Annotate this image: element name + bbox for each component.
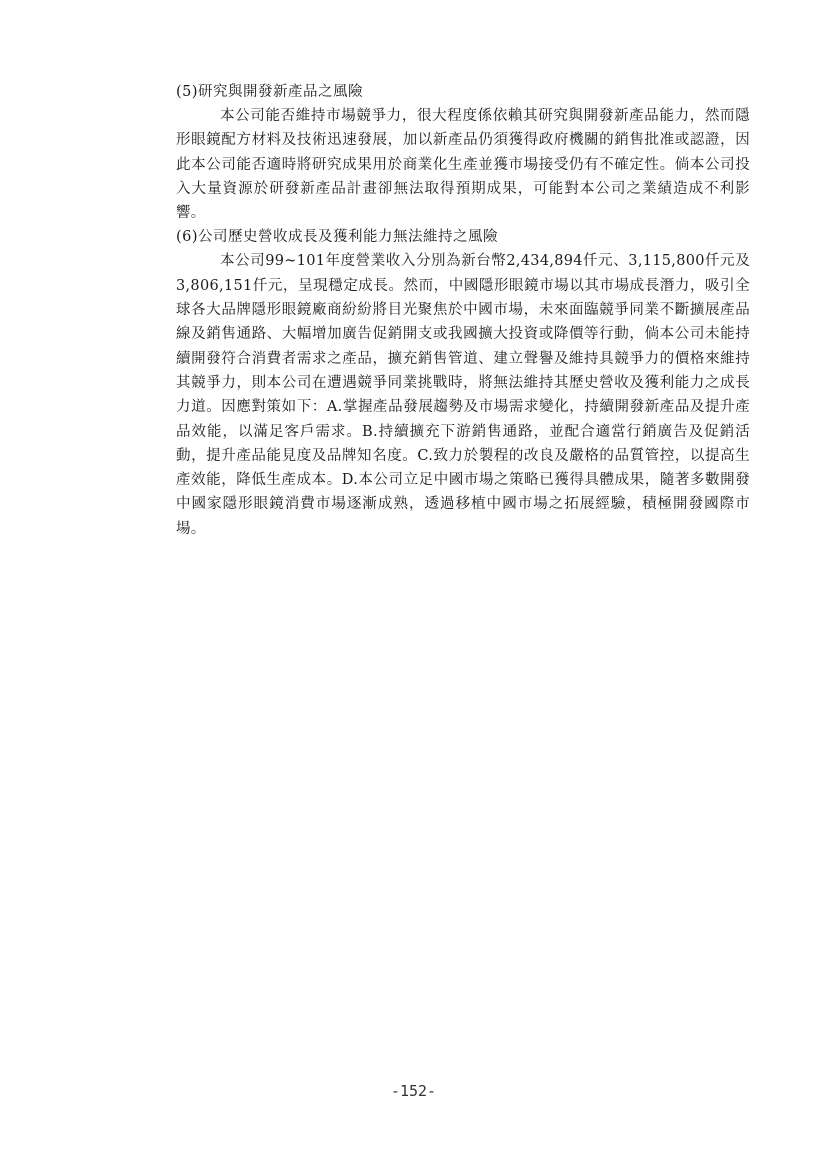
page-number: -152- [390, 1082, 437, 1100]
section-heading-6: (6)公司歷史營收成長及獲利能力無法維持之風險 [176, 229, 499, 246]
section-heading-5: (5)研究與開發新產品之風險 [176, 84, 364, 100]
document-body [176, 80, 750, 541]
section-body-5: 本公司能否維持市場競爭力，很大程度係依賴其研究與開發新產品能力，然而隱形眼鏡配方材料及技術迅速發展，加以新產品仍須獲得政府機關的銷售批准或認證，因此本公司能否適時將研究成果用於商業化生產並獲市場接受仍有不確定性。倘本公司投入大量資源於研發新產品計畫卻無法取得預期成果，可能對本公司之業績造成不利影響。 [176, 108, 750, 222]
section-body-6: 本公司99~101年度營業收入分別為新台幣2,434,894仟元、3,115,800仟元及3,806,151仟元，呈現穩定成長。然而，中國隱形眼鏡市場以其市場成長潛力，吸引全球各大品牌隱形眼鏡廠商紛紛將目光聚焦於中國市場，未來面臨競爭同業不斷擴展產品線及銷售通路、大幅增加廣告促銷開支或我國擴大投資或降價等行動，倘本公司未能持續開發符合消費者需求之產品，擴充銷售管道、建立聲譽及維持具競爭力的價格來維持其競爭力，則本公司在遭遇競爭同業挑戰時，將無法維持其歷史營收及獲利能力之成長力道。因應對策如下：A.掌握產品發展趨勢及市場需求變化，持續開發新產品及提升產品效能，以滿足客戶需求。B.持續擴充下游銷售通路，並配合適當行銷廣告及促銷活動，提升產品能見度及品牌知名度。C.致力於製程的改良及嚴格的品質管控，以提高生產效能，降低生產成本。D.本公司立足中國市場之策略已獲得具體成果，隨著多數開發中國家隱形眼鏡消費市場逐漸成熟，透過移植中國市場之拓展經驗，積極開發國際市場。 [176, 253, 750, 537]
